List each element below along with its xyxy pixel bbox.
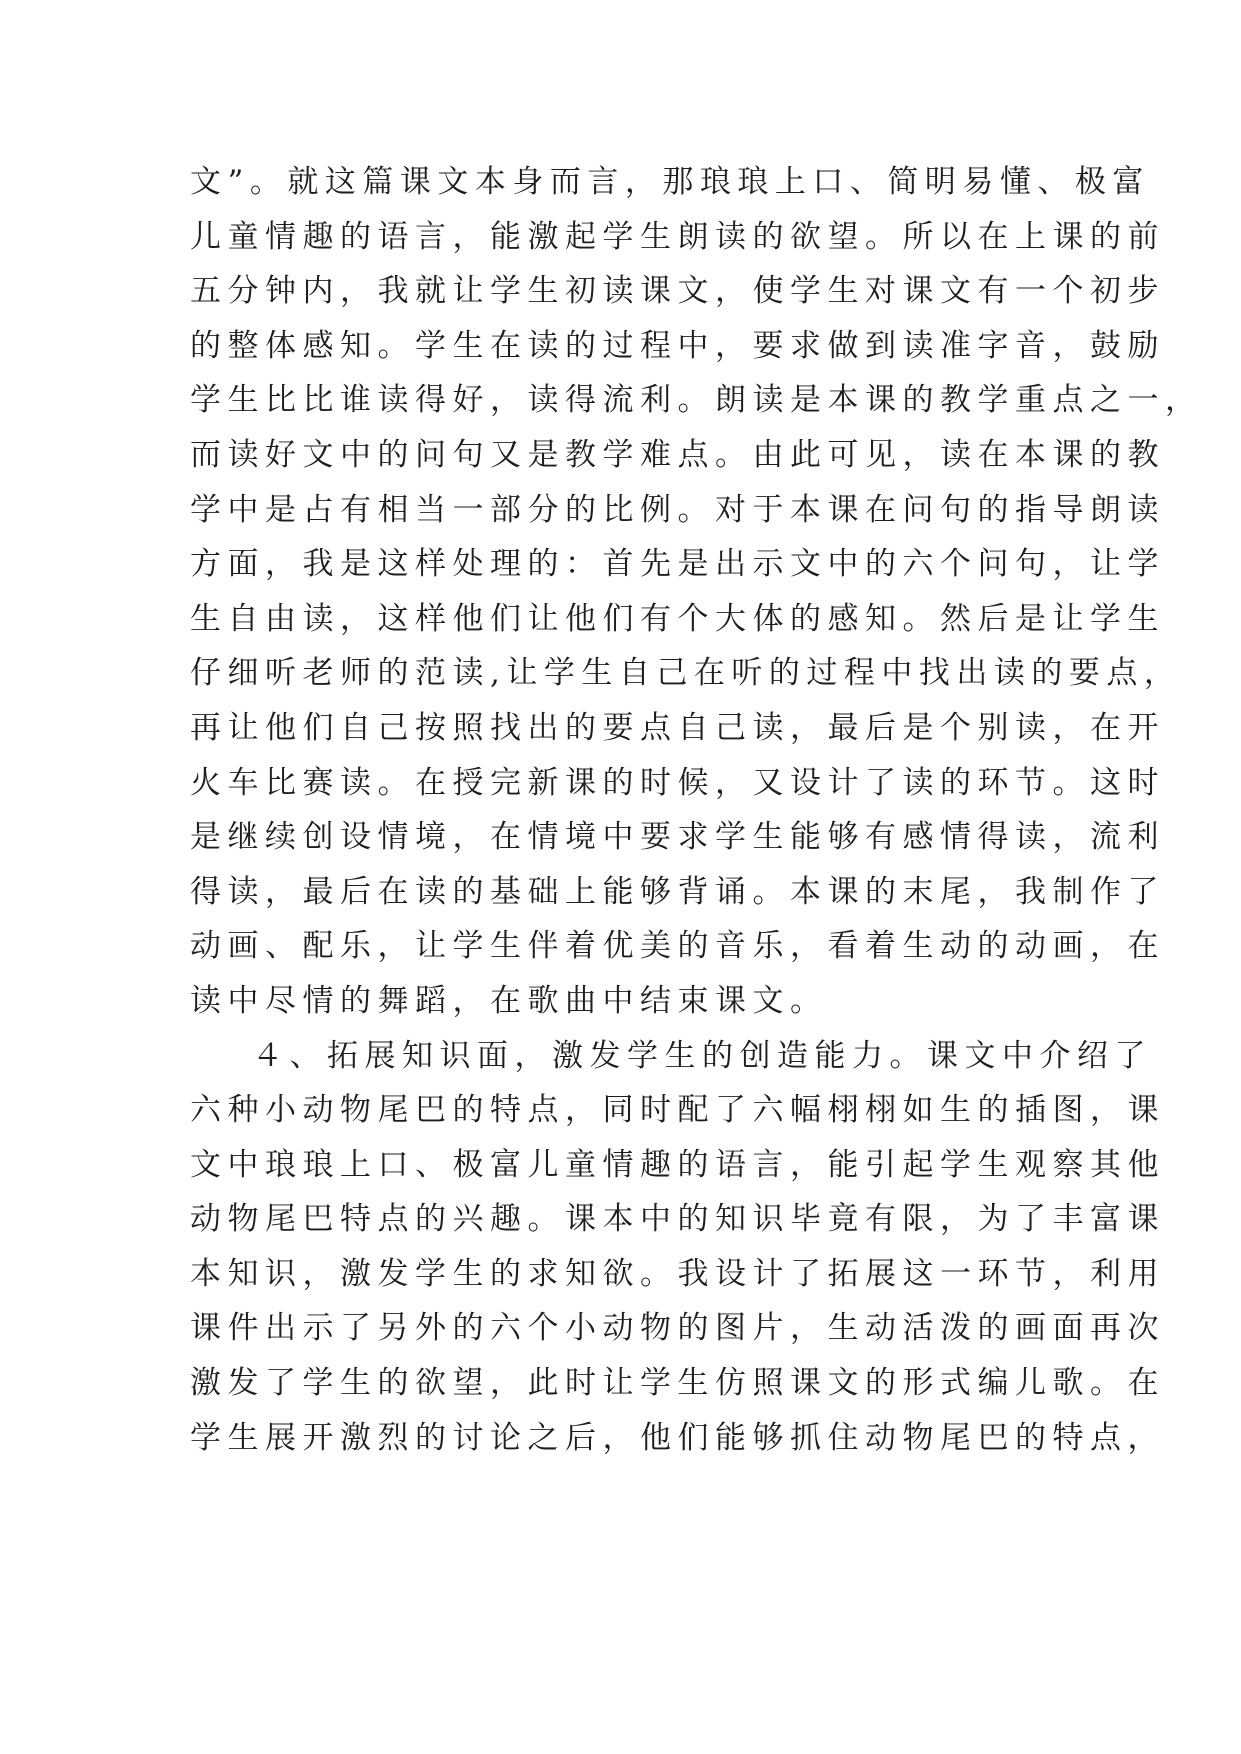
text-line: 文中琅琅上口、极富儿童情趣的语言，能引起学生观察其他 [190,1146,1165,1183]
text-line: 仔细听老师的范读,让学生自己在听的过程中找出读的要点， [190,655,1182,692]
text-line: 而读好文中的问句又是教学难点。由此可见，读在本课的教 [190,436,1165,473]
text-line: 方面，我是这样处理的：首先是出示文中的六个问句，让学 [190,546,1165,583]
text-line: 再让他们自己按照找出的要点自己读，最后是个别读，在开 [190,709,1165,746]
text-line: 的整体感知。学生在读的过程中，要求做到读准字音，鼓励 [190,327,1165,364]
text-line: 学中是占有相当一部分的比例。对于本课在问句的指导朗读 [190,491,1165,528]
text-line: 本知识，激发学生的求知欲。我设计了拓展这一环节，利用 [190,1255,1165,1292]
text-line: 动画、配乐，让学生伴着优美的音乐，看着生动的动画，在 [190,928,1165,965]
text-line: 学生比比谁读得好，读得流利。朗读是本课的教学重点之一， [190,382,1203,419]
text-line: 得读，最后在读的基础上能够背诵。本课的末尾，我制作了 [190,873,1165,910]
body-text [190,155,1203,1465]
text-line: 学生展开激烈的讨论之后，他们能够抓住动物尾巴的特点， [190,1419,1165,1456]
paragraph-2 [190,1029,1165,1466]
paragraph-1 [190,155,1203,1029]
text-line: 儿童情趣的语言，能激起学生朗读的欲望。所以在上课的前 [190,218,1165,255]
text-line: 火车比赛读。在授完新课的时候，又设计了读的环节。这时 [190,764,1165,801]
text-line: 读中尽情的舞蹈，在歌曲中结束课文。 [190,982,828,1019]
text-line: 五分钟内，我就让学生初读课文，使学生对课文有一个初步 [190,273,1165,310]
text-line: 生自由读，这样他们让他们有个大体的感知。然后是让学生 [190,600,1165,637]
text-line: 动物尾巴特点的兴趣。课本中的知识毕竟有限，为了丰富课 [190,1201,1165,1238]
text-line: 文”。就这篇课文本身而言，那琅琅上口、简明易懂、极富 [190,164,1150,200]
text-line: 是继续创设情境，在情境中要求学生能够有感情得读，流利 [190,819,1165,856]
text-line: 课件出示了另外的六个小动物的图片，生动活泼的画面再次 [190,1310,1165,1347]
text-line: 激发了学生的欲望，此时让学生仿照课文的形式编儿歌。在 [190,1365,1165,1402]
text-line: 六种小动物尾巴的特点，同时配了六幅栩栩如生的插图，课 [190,1092,1165,1129]
text-line: ４、拓展知识面，激发学生的创造能力。课文中介绍了 [252,1037,1152,1074]
